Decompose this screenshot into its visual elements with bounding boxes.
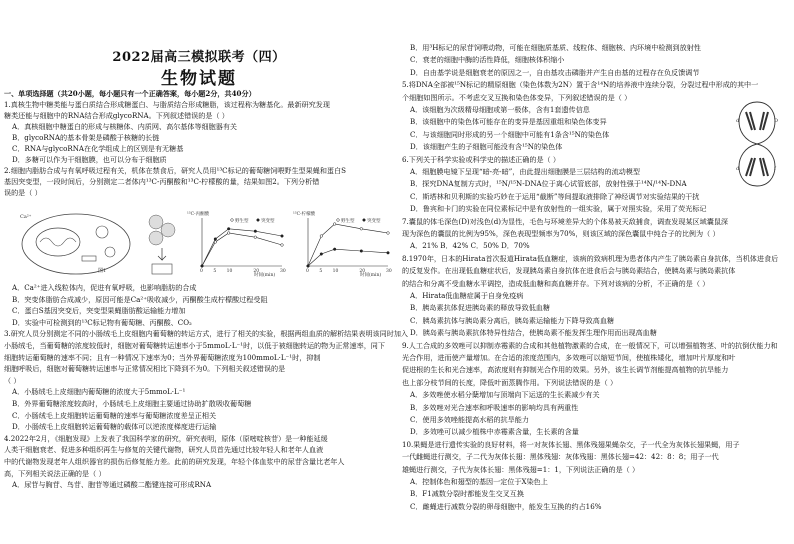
right-text-line: A．Hirata低血糖症属于自身免疫病 [410,291,524,300]
right-text-line: 9.人工合成的多效唑可以抑制赤霉素的合成和其他植物激素的合成，在一般情况下，可以增强植物茎、叶的抗倒伏能力和 [402,340,778,350]
left-text-line: 1.真核生物中糖类能与蛋白质结合形成糖蛋白、与脂质结合形成糖脂，该过程称为糖基化。最新研究发现 [4,100,330,109]
tracer-diagram [142,208,182,278]
data-point [387,252,390,255]
right-text-line: D．多效唑可以减少植株中赤霉素含量，生长素的含量 [410,427,579,437]
x-axis-label: 时间(min) [360,273,382,278]
data-point [320,253,323,256]
legend-label: 突变型 [261,219,275,224]
left-text-line: （ ） [4,375,21,385]
x-tick-label: 20 [359,269,366,274]
data-point [201,265,204,268]
svg-text:d: d [736,166,740,172]
cell-diagram [18,208,138,278]
left-text-line: B．glycoRNA的基本骨架是磷酸于核糖的长链 [12,133,160,142]
legend-label: 突变型 [367,219,381,224]
right-text-line: B．胰岛素抗体促进胰岛素的释放导致低血糖 [410,303,550,313]
data-point [307,265,310,268]
right-text-line: 8.1970年，日本的Hirata首次报道Hirata低血糖症，该病的致病机理为患者体内产生了胰岛素自身抗体，当机体进食后 [402,253,779,263]
series-line-mutant [202,229,282,266]
left-text-line: 2.细胞内脂肪合成与有氧呼吸过程有关，机体在禁食后，研究人员用¹³C标记的葡萄糖饲喂野生型果蝇和蛋白S [4,166,346,175]
x-tick-label: 20 [253,269,260,274]
right-text-line: C．衰老的细胞中酶的活性降低，细胞核体积缩小 [410,55,565,65]
right-text-line: C．雌蝇进行减数分裂的卵母细胞中，能发生互换的约占16% [410,501,602,511]
right-text-line: A．细胞膜电镜下呈现“暗-亮-暗”，由此提出细胞膜是三层结构的流动模型 [410,167,640,176]
data-point [360,228,363,231]
data-point [333,248,336,251]
legend-marker [363,219,366,222]
series-line-wild-type [308,224,388,266]
left-text-line: 4.2022年2月，《细胞发现》上发表了我国科学家的研究，研究表明，原体（原嘧啶核苷）是一种能延缓 [4,433,328,443]
left-text-line: A．尿苷与胸苷、鸟苷、胞苷等通过磷酸二酯键连接可形成RNA [12,480,212,490]
data-point [387,232,390,235]
chromosome-figure [728,98,786,190]
right-text-line: 10.果蝇是进行遗传实验的良好材料，将一对灰体长翅、黑体残翅果蝇杂交，子一代全为灰体长翅果蝇，用子 [402,439,740,449]
legend-marker [337,219,340,222]
question-2-figures [4,208,394,278]
left-text-line: C．小肠绒毛上皮细胞转运葡萄糖的速率与葡萄糖浓度差呈正相关 [12,410,217,420]
exam-title: 2022届高三模拟联考（四） [112,50,286,65]
right-text-line: A．21% B．42% C．50% D．70% [410,241,530,251]
left-text-line: A．小肠绒毛上皮细胞内葡萄糖的浓度大于5mmoL·L⁻¹ [12,387,186,397]
left-text-line: B．突变体脂肪合成减少，原因可能是Ca²⁺吸收减少，丙酮酸生成柠檬酸过程受阻 [12,294,268,304]
right-text-line: 现为深色的囊鼠的比例为95%，深色表现型频率为70%，则该区域的深色囊鼠中纯合子的比例为（ ） [402,229,720,238]
x-tick-label: 10 [332,269,339,274]
data-point [320,235,323,238]
right-text-line: 的反复发作。在出现低血糖症状后，发现胰岛素自身抗体在进食后会与胰岛素结合，使胰岛素与胰岛素抗体 [402,266,736,276]
legend-marker [257,219,260,222]
left-text-line: C．蛋白S基因突变后，突变型果蝇脂肪酸运输能力增加 [12,306,186,316]
data-point [254,230,257,233]
right-text-line: C．斯塔林和贝利斯的实验巧妙在于运用“截断”等间提取液排除了神经调节对实验结果的干扰 [410,191,700,201]
left-text-line: 人类干细胞衰老、促进多种组织再生与修复的关键代谢物，研究人员首先通过比较年轻人和老年人血液 [4,445,324,455]
right-text-line: A．多效唑使水稻分蘖增加与顶端向下运送的生长素减少有关 [410,390,600,400]
left-text-line: D．实验中可检测到的¹³C标记物有葡萄糖、丙酮酸、CO₂ [12,317,192,327]
left-text-line: 一、单项选择题（共20小题，每小题只有一个正确答案，每小题2分，共40分） [4,89,256,98]
chart-citrate [292,208,392,278]
x-tick-label: 10 [226,269,233,274]
left-text-line: 细胞呼吸后，细胞对葡萄糖转运速率与正常情况相比下降到不为0。下列相关叙述错误的是 [4,364,286,374]
left-text-line: 中的代谢物发现老年人组织器官的损伤后修复能力差。此前的研究发现，年轻个体血浆中的尿苷含量比老年人 [4,457,345,466]
right-text-line: C．胰岛素抗体与胰岛素分离后，胰岛素运输能力下降导致高血糖 [410,315,615,325]
right-text-line: 促进根的生长和光合速率，高浓度则有抑制光合作用的效果。另外，该生长调节剂能提高植物的抗旱能力 [402,365,729,375]
data-point [227,232,230,235]
left-text-line: 误的是（ ） [4,188,42,197]
y-axis-label: ¹³C-丙酮酸 [187,212,210,217]
svg-text:d: d [736,118,740,124]
data-point [214,238,217,241]
left-text-line: 糖类还能与细胞中的RNA结合形成glycoRNA。下列叙述错误的是（ ） [4,111,229,120]
x-tick-label: 5 [319,269,323,274]
chart-1-svg [186,208,286,278]
left-text-line: B．外界葡萄糖浓度较高时，小肠绒毛上皮细胞主要通过协助扩散吸收葡萄糖 [12,399,252,408]
right-text-line: 7.囊鼠的体毛深色(D)对浅色(d)为显性，毛色与环境差异大的个体易被天敌捕食，调查发现某区域囊鼠深 [402,216,729,226]
data-point [281,235,284,238]
left-text-line: 3.研究人员分别测定不同的小肠绒毛上皮细胞内葡萄糖的转运方式，进行了相关的实验，根据两组血质的解析结果表明该同时加入 [4,329,409,339]
right-text-line: B．用³H标记的尿苷饲喂动物，可能在细胞质基质、线粒体、细胞核、内环境中检测到放射性 [410,43,701,52]
right-text-line: 光合作用，进而使产量增加。在合适的浓度范围内，多效唑可以缩短节间，使植株矮化，增加叶片厚度和叶 [402,353,736,362]
x-tick-label: 5 [213,269,217,274]
right-text-line: B．F1减数分裂时都能发生交叉互换 [410,489,524,499]
chart-2-svg [292,208,392,278]
right-text-line: 个细胞如图所示。不考虑交叉互换和染色体变异，下列叙述错误的是（ ） [402,92,632,102]
right-text-line: B．探究DNA复制方式时，¹⁵N/¹⁵N-DNA位于离心试管底部，放射性强于¹⁴N/¹⁴N-DNA [410,179,687,189]
right-text-line: 雄蝇进行测交，子代为灰体长翅：黑体残翅=1：1，下列说法正确的是（ ） [402,464,640,474]
right-text-line: B．该细胞中的染色体可能存在的变异是基因重组和染色体变异 [410,117,607,127]
right-text-line: C．与该细胞同时形成的另一个细胞中可能有1条含¹⁵N的染色体 [410,129,610,139]
left-text-line: D．小肠绒毛上皮细胞转运葡萄糖的载体可以逆浓度梯度进行运输 [12,422,217,432]
subject-title: 生物试题 [161,69,237,89]
right-text-line: C．使用多效唑能提高水稻的抗旱能力 [410,415,529,424]
left-text-line: A．真核细胞中糖蛋白的形成与核糖体、内质网、高尔基体等细胞器有关 [12,122,238,131]
right-text-line: 也上部分枝节间的长度，降低叶面蒸腾作用。下列说法错误的是（ ） [402,377,618,387]
x-tick-label: 0 [306,269,309,274]
left-text-line: 基因突变型，一段时间后，分别测定二者体内¹³C-丙酮酸和¹³C-柠檬酸的量，结果如图2。下列分析错 [4,177,320,186]
legend-marker [231,219,234,222]
y-axis-label: ¹³C-柠檬酸 [293,212,316,217]
right-text-line: A．该细胞为次级精母细胞或第一极体，含有1套遗传信息 [410,105,590,114]
right-text-line: D．鲁宾和卡门的实验在同位素标记中是有放射性的一组实验，属于对照实验，采用了荧光标记 [410,204,707,214]
right-text-line: A．控制体色和翅型的基因一定位于X染色上 [410,477,548,486]
svg-text:f: f [774,166,776,172]
left-text-line: A．Ca²⁺进入线粒体内，促进有氧呼吸，也影响脂肪的合成 [12,283,197,292]
x-tick-label: 30 [386,269,392,274]
series-line-wild-type [202,233,282,266]
x-tick-label: 30 [280,269,286,274]
data-point [254,236,257,239]
legend-label: 野生型 [341,219,355,224]
left-text-line: 高，下列相关说法正确的是（ ） [4,468,106,478]
chart-pyruvate [186,208,286,278]
x-tick-label: 0 [200,269,203,274]
data-point [227,228,230,231]
right-text-line: 的结合和分离不受血糖水平调控，造成低血糖和高血糖并存。下列对该病的分析，不正确的是（ ） [402,278,710,288]
left-text-line: C．RNA与glycoRNA在化学组成上的区别是有无糖基 [12,144,184,153]
right-text-line: 一代雌蝇进行测交，子二代为灰体长翅：黑体残翅：灰体残翅：黑体长翅=42：42：8：8；用子一代 [402,452,719,462]
left-text-line: 小肠绒毛，当葡萄糖的浓度较低时，细胞对葡萄糖转运速率小于5mmoL·L⁻¹时，以低于被细胞转运的物为正常速率，同下 [4,341,385,350]
data-point [360,250,363,253]
left-text-line: D．多糖可以作为干细胞膜，也可以分布于细胞质 [12,155,167,164]
right-text-line: D．该细胞产生的子细胞可能没有含¹⁵N的染色体 [410,142,563,152]
right-text-line: D．胰岛素与胰岛素抗体特异性结合，使胰岛素不能发挥生理作用而出现高血糖 [410,328,657,338]
right-text-line: B．多效唑对光合速率和呼吸速率的影响均具有两重性 [410,402,579,412]
svg-text:D: D [774,118,779,124]
svg-text:Ca²⁺: Ca²⁺ [20,214,32,220]
right-text-line: 6.下列关于科学实验或科学史的描述正确的是（ ） [402,154,560,164]
right-text-line: D．自由基学说是细胞衰老的原因之一，自由基攻击磷脂并产生自由基的过程存在负反馈调节 [410,67,700,77]
data-point [281,244,284,247]
legend-label: 野生型 [235,219,249,224]
left-text-line: 细胞转运葡萄糖的速率不同；且有一种情况下速率为0；当外界葡萄糖浓度为100mmoL·L⁻¹时，抑制 [4,352,321,362]
right-text-line: 5.将DNA全部被¹⁵N标记的精原细胞（染色体数为2N）置于含¹⁴N的培养液中连续分裂，分裂过程中形成的其中一 [402,80,759,90]
series-line-mutant [308,249,388,266]
figure-caption-1: 图1 [98,268,107,274]
data-point [333,223,336,226]
x-axis-label: 时间(min) [254,273,276,278]
